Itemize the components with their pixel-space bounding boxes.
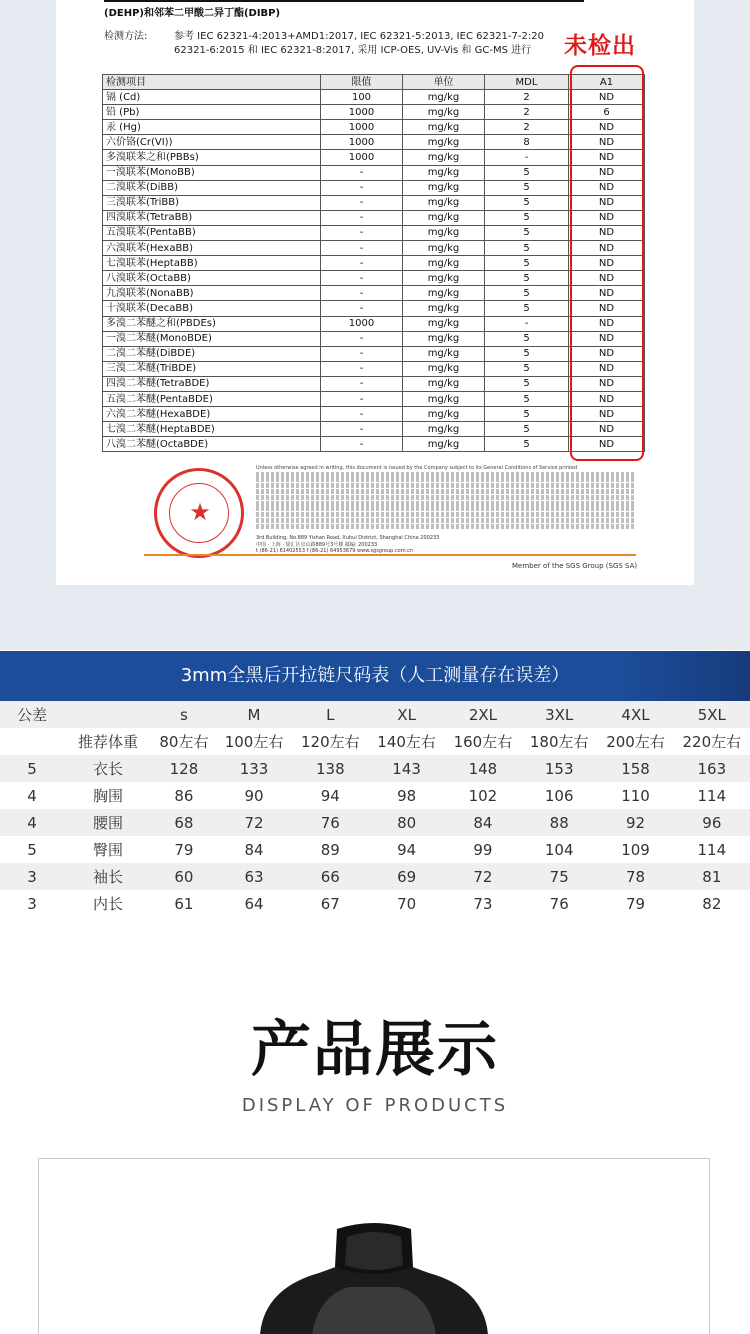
cell-unit: mg/kg [403, 316, 485, 331]
cell-unit: mg/kg [403, 437, 485, 452]
cell-mdl: 5 [485, 256, 569, 271]
test-result-row [103, 241, 645, 256]
size-chart-title: 3mm全黑后开拉链尺码表（人工测量存在误差） [0, 651, 750, 701]
cell-a1: ND [569, 331, 645, 346]
fine-print-line [256, 506, 636, 511]
size-value-cell: M [216, 701, 292, 728]
cell-item: 六价铬(Cr(VI)) [103, 135, 321, 150]
measure-label-cell: 臀围 [64, 836, 152, 863]
cell-a1: ND [569, 407, 645, 422]
size-value-cell: 94 [368, 836, 444, 863]
tolerance-cell: 5 [0, 755, 64, 782]
cell-mdl: 5 [485, 195, 569, 210]
cell-unit: mg/kg [403, 376, 485, 391]
cell-item: 多溴联苯之和(PBBs) [103, 150, 321, 165]
fine-print-heading: Unless otherwise agreed in writing, this document is issued by the Company subject to its General Conditions of Service printed [256, 465, 578, 471]
cell-item: 五溴二苯醚(PentaBDE) [103, 391, 321, 406]
cell-mdl: 2 [485, 120, 569, 135]
fine-print-line [256, 495, 636, 500]
size-value-cell: 200左右 [597, 728, 673, 755]
fine-print-line [256, 483, 636, 488]
size-value-cell: 99 [445, 836, 521, 863]
size-chart-body [0, 701, 750, 917]
cell-unit: mg/kg [403, 346, 485, 361]
cell-limit: - [321, 407, 403, 422]
wetsuit-image [209, 1217, 539, 1334]
cell-mdl: 5 [485, 180, 569, 195]
cell-mdl: 5 [485, 165, 569, 180]
measure-label-cell: 胸围 [64, 782, 152, 809]
size-value-cell: 163 [674, 755, 750, 782]
cell-a1: ND [569, 225, 645, 240]
cell-item: 多溴二苯醚之和(PBDEs) [103, 316, 321, 331]
cell-unit: mg/kg [403, 135, 485, 150]
cell-item: 铅 (Pb) [103, 105, 321, 120]
size-value-cell: 143 [368, 755, 444, 782]
test-results-body [103, 90, 645, 452]
a1-highlight-box [570, 65, 644, 461]
size-value-cell: 160左右 [445, 728, 521, 755]
size-value-cell: 153 [521, 755, 597, 782]
size-value-cell: 84 [216, 836, 292, 863]
cell-unit: mg/kg [403, 165, 485, 180]
tolerance-cell: 3 [0, 863, 64, 890]
cell-a1: ND [569, 241, 645, 256]
cell-mdl: 5 [485, 271, 569, 286]
test-result-row [103, 225, 645, 240]
cell-mdl: 5 [485, 391, 569, 406]
cell-a1: ND [569, 346, 645, 361]
cell-mdl: 5 [485, 437, 569, 452]
size-row [0, 728, 750, 755]
fine-print-line [256, 489, 636, 494]
cell-mdl: 5 [485, 301, 569, 316]
cell-unit: mg/kg [403, 241, 485, 256]
address-divider [144, 554, 636, 556]
cell-limit: 100 [321, 90, 403, 105]
test-result-row [103, 346, 645, 361]
cell-mdl: 8 [485, 135, 569, 150]
cell-unit: mg/kg [403, 180, 485, 195]
size-value-cell: 72 [445, 863, 521, 890]
cell-limit: - [321, 361, 403, 376]
size-value-cell: 110 [597, 782, 673, 809]
cell-item: 四溴联苯(TetraBB) [103, 210, 321, 225]
size-header-row [0, 701, 750, 728]
size-value-cell: 61 [152, 890, 216, 917]
size-value-cell: 66 [292, 863, 368, 890]
size-value-cell: 72 [216, 809, 292, 836]
size-value-cell: 89 [292, 836, 368, 863]
size-value-cell: XL [368, 701, 444, 728]
size-value-cell: 82 [674, 890, 750, 917]
size-value-cell: 109 [597, 836, 673, 863]
cell-limit: 1000 [321, 105, 403, 120]
address-phone: t (86-21) 61402553 f (86-21) 64953679 www.sgsgroup.com.cn [256, 548, 414, 554]
test-result-row [103, 331, 645, 346]
test-result-row [103, 256, 645, 271]
measure-label-cell: 袖长 [64, 863, 152, 890]
test-result-row [103, 437, 645, 452]
cell-unit: mg/kg [403, 225, 485, 240]
size-value-cell: 114 [674, 782, 750, 809]
size-value-cell: 90 [216, 782, 292, 809]
size-value-cell: 69 [368, 863, 444, 890]
cell-limit: - [321, 180, 403, 195]
size-value-cell: s [152, 701, 216, 728]
size-value-cell: 158 [597, 755, 673, 782]
test-method-text [174, 30, 629, 58]
cell-item: 四溴二苯醚(TetraBDE) [103, 376, 321, 391]
size-value-cell: 148 [445, 755, 521, 782]
size-value-cell: 64 [216, 890, 292, 917]
not-detected-label: 未检出 [564, 33, 636, 59]
cell-item: 三溴二苯醚(TriBDE) [103, 361, 321, 376]
size-value-cell: 3XL [521, 701, 597, 728]
cell-item: 八溴二苯醚(OctaBDE) [103, 437, 321, 452]
column-header-unit: 单位 [403, 75, 485, 90]
cell-mdl: 5 [485, 225, 569, 240]
test-results-table [102, 74, 645, 452]
member-note: Member of the SGS Group (SGS SA) [512, 562, 638, 570]
size-value-cell: 70 [368, 890, 444, 917]
cell-mdl: 5 [485, 376, 569, 391]
size-value-cell: 88 [521, 809, 597, 836]
measure-label-cell [64, 701, 152, 728]
size-value-cell: 138 [292, 755, 368, 782]
size-value-cell: 100左右 [216, 728, 292, 755]
report-address [256, 535, 636, 554]
fine-print-line [256, 512, 636, 517]
test-result-row [103, 391, 645, 406]
test-result-row [103, 135, 645, 150]
size-chart-title-shade [620, 651, 750, 701]
cell-item: 八溴联苯(OctaBB) [103, 271, 321, 286]
cell-unit: mg/kg [403, 361, 485, 376]
size-value-cell: 73 [445, 890, 521, 917]
cell-mdl: - [485, 150, 569, 165]
cell-unit: mg/kg [403, 422, 485, 437]
cell-unit: mg/kg [403, 90, 485, 105]
cell-mdl: 2 [485, 105, 569, 120]
size-value-cell: 102 [445, 782, 521, 809]
test-result-row [103, 286, 645, 301]
size-chart-table [0, 701, 750, 917]
measure-label-cell: 推荐体重 [64, 728, 152, 755]
size-value-cell: 81 [674, 863, 750, 890]
cell-mdl: 5 [485, 361, 569, 376]
cell-limit: 1000 [321, 150, 403, 165]
cell-limit: - [321, 256, 403, 271]
cell-limit: - [321, 271, 403, 286]
cell-item: 六溴二苯醚(HexaBDE) [103, 407, 321, 422]
test-result-row [103, 361, 645, 376]
fine-print-line [256, 477, 636, 482]
cell-item: 汞 (Hg) [103, 120, 321, 135]
size-value-cell: 120左右 [292, 728, 368, 755]
stamp-inner-ring [169, 483, 229, 543]
size-value-cell: 140左右 [368, 728, 444, 755]
address-en: 3rd Building, No.889 Yishan Road, Xuhui District, Shanghai China 200233 [256, 535, 440, 541]
cell-a1: ND [569, 90, 645, 105]
cell-item: 七溴二苯醚(HeptaBDE) [103, 422, 321, 437]
cell-unit: mg/kg [403, 271, 485, 286]
test-method-line-2: 62321-6:2015 和 IEC 62321-8:2017, 采用 ICP-OES, UV-Vis 和 GC-MS 进行 [174, 45, 532, 56]
cell-limit: 1000 [321, 120, 403, 135]
size-row [0, 890, 750, 917]
test-results-header-row [103, 75, 645, 90]
column-header-limit: 限值 [321, 75, 403, 90]
test-method-line-1: 参考 IEC 62321-4:2013+AMD1:2017, IEC 62321-5:2013, IEC 62321-7-2:20 [174, 31, 544, 42]
size-value-cell: 75 [521, 863, 597, 890]
cell-item: 镉 (Cd) [103, 90, 321, 105]
cell-a1: ND [569, 150, 645, 165]
product-photo [38, 1158, 710, 1334]
size-value-cell: 104 [521, 836, 597, 863]
cell-item: 五溴联苯(PentaBB) [103, 225, 321, 240]
size-value-cell: 5XL [674, 701, 750, 728]
size-value-cell: L [292, 701, 368, 728]
size-value-cell: 79 [597, 890, 673, 917]
size-value-cell: 84 [445, 809, 521, 836]
cell-limit: - [321, 376, 403, 391]
test-result-row [103, 150, 645, 165]
cell-mdl: 5 [485, 241, 569, 256]
size-row [0, 755, 750, 782]
cell-unit: mg/kg [403, 301, 485, 316]
cell-limit: - [321, 286, 403, 301]
cell-unit: mg/kg [403, 195, 485, 210]
size-row [0, 809, 750, 836]
size-value-cell: 133 [216, 755, 292, 782]
report-heading: (DEHP)和邻苯二甲酸二异丁酯(DIBP) [104, 8, 281, 19]
cell-mdl: 5 [485, 210, 569, 225]
inspection-stamp [154, 468, 244, 558]
fine-print-line [256, 524, 636, 529]
measure-label-cell: 衣长 [64, 755, 152, 782]
cell-mdl: 5 [485, 346, 569, 361]
test-result-row [103, 271, 645, 286]
cell-item: 二溴联苯(DiBB) [103, 180, 321, 195]
cell-item: 六溴联苯(HexaBB) [103, 241, 321, 256]
cell-a1: ND [569, 286, 645, 301]
cell-limit: - [321, 301, 403, 316]
cell-unit: mg/kg [403, 391, 485, 406]
cell-unit: mg/kg [403, 331, 485, 346]
cell-limit: - [321, 165, 403, 180]
cell-item: 七溴联苯(HeptaBB) [103, 256, 321, 271]
tolerance-cell: 3 [0, 890, 64, 917]
size-value-cell: 67 [292, 890, 368, 917]
size-value-cell: 92 [597, 809, 673, 836]
cell-mdl: 5 [485, 422, 569, 437]
report-heading-rule [104, 0, 584, 2]
cell-limit: - [321, 346, 403, 361]
cell-limit: 1000 [321, 316, 403, 331]
cell-a1: ND [569, 271, 645, 286]
test-result-row [103, 316, 645, 331]
cell-limit: 1000 [321, 135, 403, 150]
tolerance-cell: 4 [0, 809, 64, 836]
test-result-row [103, 422, 645, 437]
size-value-cell: 94 [292, 782, 368, 809]
cell-a1: ND [569, 316, 645, 331]
size-value-cell: 80左右 [152, 728, 216, 755]
cell-item: 二溴二苯醚(DiBDE) [103, 346, 321, 361]
wetsuit-collar-inner [345, 1232, 403, 1270]
cell-a1: ND [569, 301, 645, 316]
cell-unit: mg/kg [403, 210, 485, 225]
cell-a1: ND [569, 165, 645, 180]
size-value-cell: 106 [521, 782, 597, 809]
size-value-cell: 114 [674, 836, 750, 863]
test-result-row [103, 195, 645, 210]
product-display-title: 产品展示 [251, 1015, 499, 1085]
test-result-row [103, 165, 645, 180]
test-result-row [103, 301, 645, 316]
test-result-row [103, 180, 645, 195]
cell-item: 一溴联苯(MonoBB) [103, 165, 321, 180]
size-value-cell: 60 [152, 863, 216, 890]
cell-unit: mg/kg [403, 150, 485, 165]
tolerance-cell [0, 728, 64, 755]
size-value-cell: 4XL [597, 701, 673, 728]
column-header-item: 检测项目 [103, 75, 321, 90]
test-result-row [103, 90, 645, 105]
cell-a1: ND [569, 422, 645, 437]
cell-limit: - [321, 422, 403, 437]
cell-unit: mg/kg [403, 407, 485, 422]
cell-item: 九溴联苯(NonaBB) [103, 286, 321, 301]
size-value-cell: 76 [521, 890, 597, 917]
size-value-cell: 79 [152, 836, 216, 863]
fine-print-line [256, 518, 636, 523]
cell-a1: ND [569, 135, 645, 150]
test-method-label: 检测方法: [104, 31, 148, 42]
cell-limit: - [321, 195, 403, 210]
test-result-row [103, 210, 645, 225]
cell-item: 十溴联苯(DecaBB) [103, 301, 321, 316]
size-row [0, 863, 750, 890]
cell-limit: - [321, 437, 403, 452]
cell-unit: mg/kg [403, 120, 485, 135]
cell-a1: ND [569, 437, 645, 452]
test-result-row [103, 120, 645, 135]
cell-a1: ND [569, 376, 645, 391]
cell-mdl: 5 [485, 331, 569, 346]
cell-limit: - [321, 241, 403, 256]
cell-limit: - [321, 391, 403, 406]
cell-a1: ND [569, 391, 645, 406]
cell-limit: - [321, 210, 403, 225]
size-row [0, 836, 750, 863]
size-value-cell: 96 [674, 809, 750, 836]
cell-mdl: 2 [485, 90, 569, 105]
size-value-cell: 78 [597, 863, 673, 890]
column-header-mdl: MDL [485, 75, 569, 90]
address-cn: 中国 · 上海 · 徐汇区宜山路889号3号楼 邮编: 200233 [256, 542, 378, 548]
test-result-row [103, 105, 645, 120]
test-report-sheet [56, 0, 694, 585]
cell-a1: ND [569, 361, 645, 376]
measure-label-cell: 腰围 [64, 809, 152, 836]
column-header-a1: A1 [569, 75, 645, 90]
cell-limit: - [321, 225, 403, 240]
stamp-star-icon: ★ [189, 498, 211, 526]
size-value-cell: 63 [216, 863, 292, 890]
product-display-subtitle: DISPLAY OF PRODUCTS [241, 1095, 509, 1116]
tolerance-cell: 5 [0, 836, 64, 863]
cell-mdl: 5 [485, 286, 569, 301]
cell-a1: ND [569, 120, 645, 135]
cell-a1: 6 [569, 105, 645, 120]
fine-print [256, 466, 636, 530]
cell-item: 三溴联苯(TriBB) [103, 195, 321, 210]
cell-unit: mg/kg [403, 105, 485, 120]
cell-a1: ND [569, 180, 645, 195]
size-value-cell: 86 [152, 782, 216, 809]
fine-print-line [256, 472, 636, 477]
cell-mdl: 5 [485, 407, 569, 422]
tolerance-cell: 4 [0, 782, 64, 809]
cell-a1: ND [569, 210, 645, 225]
test-result-row [103, 376, 645, 391]
test-result-row [103, 407, 645, 422]
measure-label-cell: 内长 [64, 890, 152, 917]
cell-a1: ND [569, 256, 645, 271]
cell-mdl: - [485, 316, 569, 331]
size-value-cell: 68 [152, 809, 216, 836]
cell-limit: - [321, 331, 403, 346]
size-value-cell: 220左右 [674, 728, 750, 755]
size-value-cell: 2XL [445, 701, 521, 728]
size-value-cell: 80 [368, 809, 444, 836]
size-value-cell: 180左右 [521, 728, 597, 755]
cell-item: 一溴二苯醚(MonoBDE) [103, 331, 321, 346]
size-value-cell: 128 [152, 755, 216, 782]
size-value-cell: 98 [368, 782, 444, 809]
cell-unit: mg/kg [403, 256, 485, 271]
size-row [0, 782, 750, 809]
fine-print-line [256, 501, 636, 506]
size-value-cell: 76 [292, 809, 368, 836]
cell-unit: mg/kg [403, 286, 485, 301]
cell-a1: ND [569, 195, 645, 210]
tolerance-cell: 公差 [0, 701, 64, 728]
